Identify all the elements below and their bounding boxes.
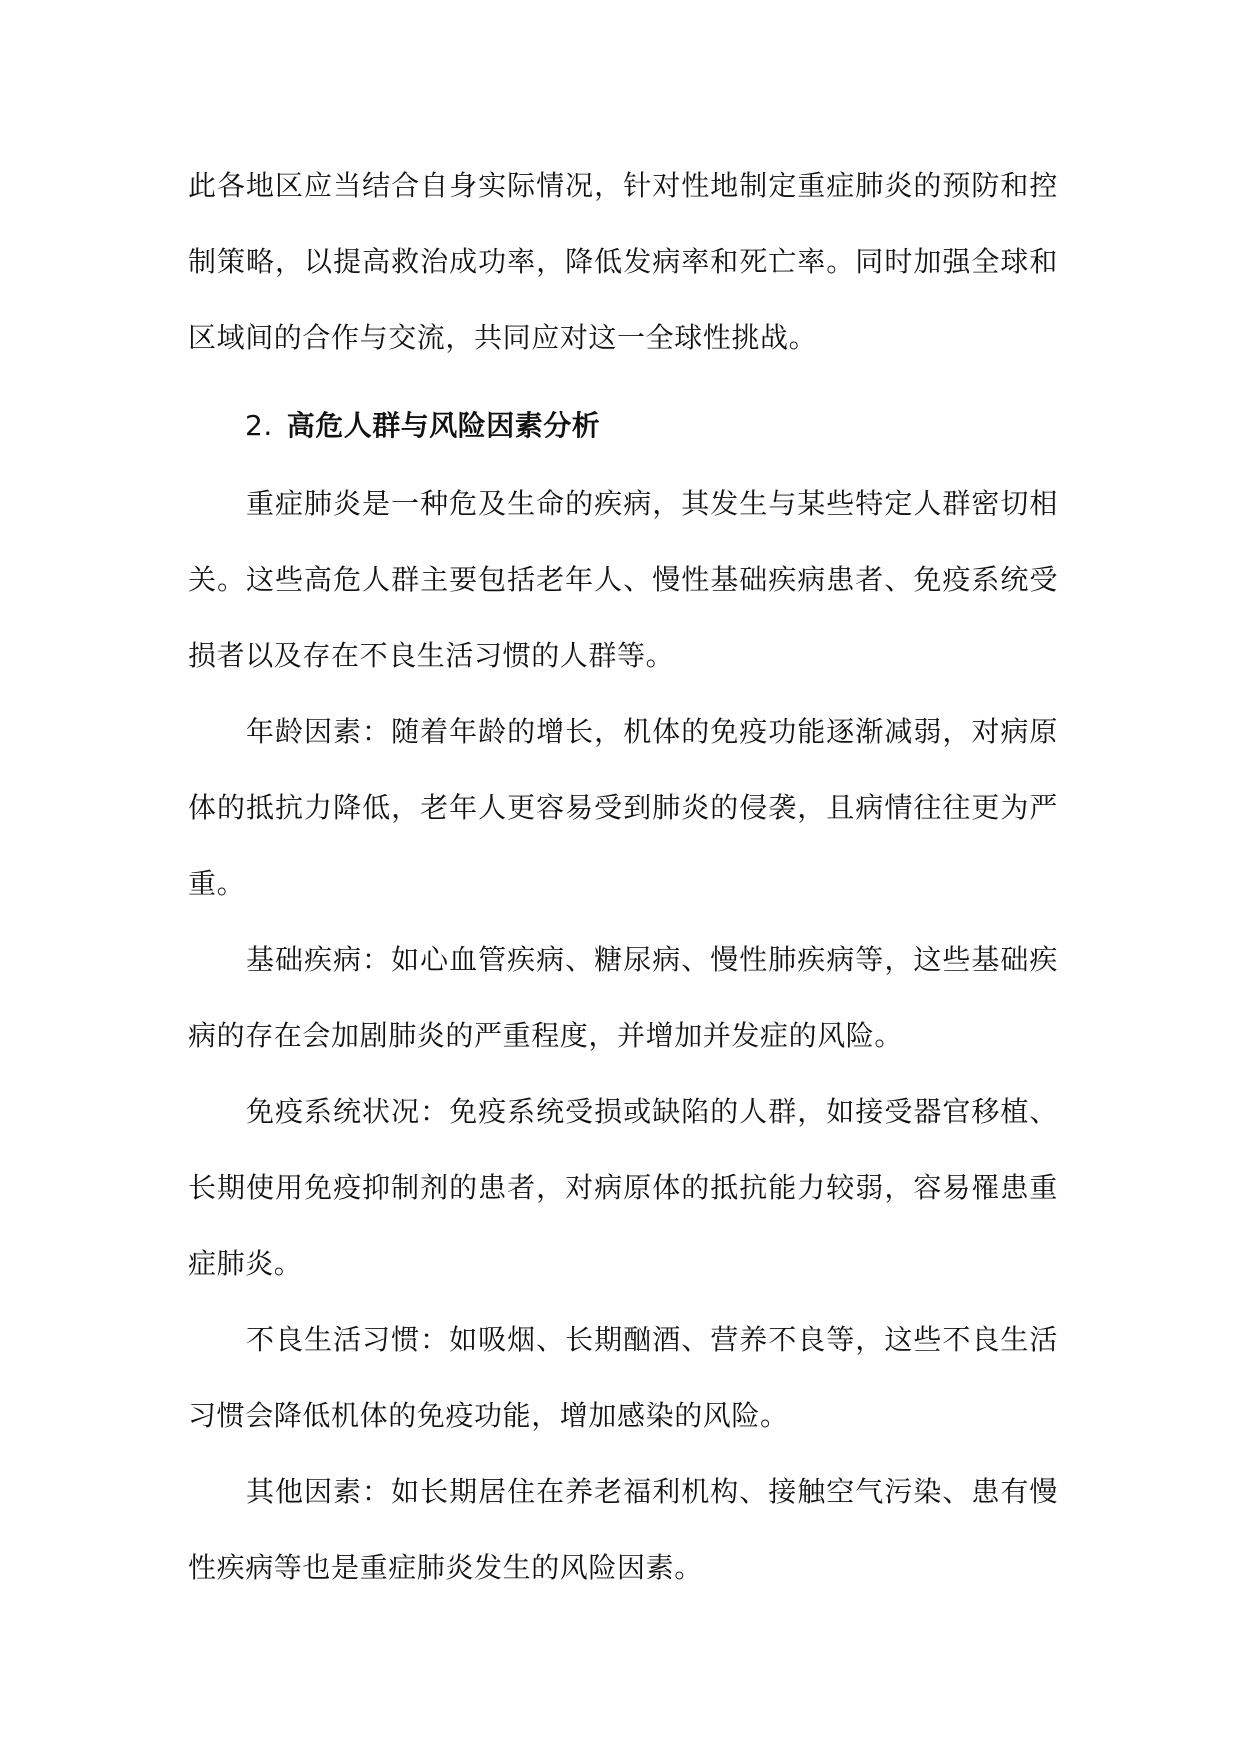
underlying-disease-paragraph: 基础疾病：如心血管疾病、糖尿病、慢性肺疾病等，这些基础疾病的存在会加剧肺炎的严重程度，并增加并发症的风险。: [188, 943, 1058, 1052]
intro-paragraph: 重症肺炎是一种危及生命的疾病，其发生与某些特定人群密切相关。这些高危人群主要包括老年人、慢性基础疾病患者、免疫系统受损者以及存在不良生活习惯的人群等。: [188, 487, 1058, 672]
document-body: [188, 148, 1058, 1606]
continuation-paragraph: 此各地区应当结合自身实际情况，针对性地制定重症肺炎的预防和控制策略，以提高救治成功率，降低发病率和死亡率。同时加强全球和区域间的合作与交流，共同应对这一全球性挑战。: [188, 169, 1058, 354]
immune-status-paragraph: 免疫系统状况：免疫系统受损或缺陷的人群，如接受器官移植、长期使用免疫抑制剂的患者，对病原体的抵抗能力较弱，容易罹患重症肺炎。: [188, 1095, 1058, 1280]
section-number: 2.: [245, 409, 273, 442]
other-factors-paragraph: 其他因素：如长期居住在养老福利机构、接触空气污染、患有慢性疾病等也是重症肺炎发生的风险因素。: [188, 1475, 1058, 1584]
section-heading: [188, 390, 1058, 462]
lifestyle-paragraph: 不良生活习惯：如吸烟、长期酗酒、营养不良等，这些不良生活习惯会降低机体的免疫功能，增加感染的风险。: [188, 1323, 1058, 1432]
age-factor-paragraph: 年龄因素：随着年龄的增长，机体的免疫功能逐渐减弱，对病原体的抵抗力降低，老年人更容易受到肺炎的侵袭，且病情往往更为严重。: [188, 715, 1058, 900]
section-title: 高危人群与风险因素分析: [286, 409, 601, 442]
